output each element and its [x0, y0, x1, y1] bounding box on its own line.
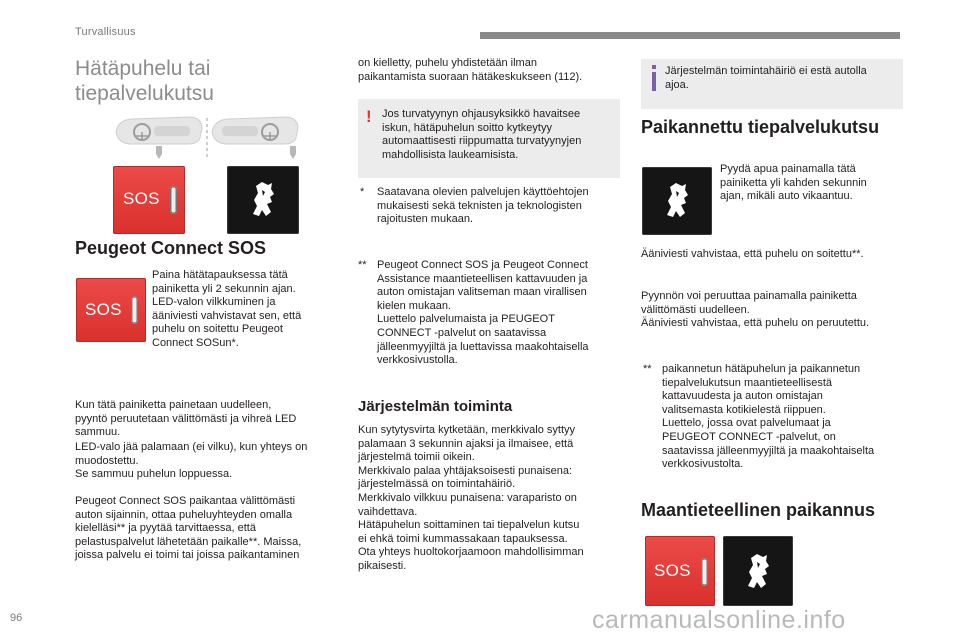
paragraph-cancel: Kun tätä painiketta painetaan uudelleen, pyyntö peruutetaan välittömästi ja vihreä LED sammuu. [75, 399, 297, 439]
sos-label: SOS [85, 300, 122, 319]
sos-button-icon [645, 536, 715, 606]
peugeot-lion-button-icon [227, 166, 299, 234]
info-box [641, 59, 903, 109]
info-icon [651, 65, 657, 91]
led-indicator [170, 186, 177, 214]
page-title [75, 56, 214, 106]
sos-label: SOS [654, 561, 691, 580]
paragraph-location: Peugeot Connect SOS paikantaa välittömästi auton sijainnin, ottaa puheluyhteyden omalla kielelläsi** ja pyytää tarvittaessa, että pelastuspalvelut lähetetään paikalle**. Maissa, joissa palvelu ei toimi tai joissa paikantaminen [75, 495, 302, 562]
peugeot-lion-button-icon [723, 536, 793, 606]
sos-button-instructions: Paina hätätapauksessa tätä painiketta yli 2 sekunnin ajan. LED-valon vilkkuminen ja ääniviesti vahvistavat sen, että puhelu on soitettu Peugeot Connect SOSun*. [152, 269, 302, 349]
paragraph-continued: on kielletty, puhelu yhdistetään ilman paikantamista suoraan hätäkeskukseen (112). [358, 57, 583, 83]
assistance-button-instructions: Pyydä apua painamalla tätä painiketta yli kahden sekunnin ajan, mikäli auto vikaantuu. [720, 163, 867, 203]
led-indicator [131, 296, 138, 324]
footnote-mark: * [360, 186, 365, 198]
page-title-line2: tiepalvelukutsu [75, 82, 214, 105]
footnote-mark: ** [643, 363, 652, 375]
header-bar [480, 32, 900, 39]
sos-button-icon [76, 278, 146, 342]
footnote-mark: ** [358, 259, 367, 271]
warning-icon: ! [366, 107, 372, 126]
paragraph-led: LED-valo jää palamaan (ei vilku), kun yhteys on muodostettu. Se sammuu puhelun loppuessa. [75, 441, 308, 481]
peugeot-lion-button-icon [642, 167, 712, 235]
footnote-located-coverage: paikannetun hätäpuhelun ja paikannetun tiepalvelukutsun maantieteellisestä kattavuudesta ja auton omistajan valitsemasta kotikielestä riippuen. Luettelo, jossa ovat palvelumaat ja PEUGEOT CONNECT -palvelut, on saatavissa jälleenmyyjiltä ja maakohtaiselta verkkosivustolta. [662, 363, 875, 471]
heading-system-operation: Järjestelmän toiminta [358, 398, 513, 415]
sos-button-icon [113, 166, 185, 234]
heading-located-assistance: Paikannettu tiepalvelukutsu [641, 117, 880, 137]
paragraph-voice-confirm: Ääniviesti vahvistaa, että puhelu on soitettu**. [641, 248, 864, 260]
footnote-coverage: Peugeot Connect SOS ja Peugeot Connect Assistance maantieteellisen kattavuuden ja auton omistajan valitseman maan virallisen kielen mukaan. Luettelo palvelumaista ja PEUGEOT CONNECT -palvelut on saatavissa jälleenmyyjiltä ja luettavissa maakohtaisella verkkosivustolla. [377, 259, 589, 367]
paragraph-cancel-request: Pyynnön voi peruuttaa painamalla painiketta välittömästi uudelleen. Ääniviesti vahvistaa, että puhelu on peruutettu. [641, 290, 870, 330]
page-number: 96 [10, 612, 23, 624]
sos-label: SOS [123, 189, 160, 208]
section-label: Turvallisuus [75, 26, 136, 38]
heading-peugeot-connect-sos: Peugeot Connect SOS [75, 238, 267, 258]
heading-geolocation: Maantieteellinen paikannus [641, 500, 876, 520]
system-operation-text: Kun sytytysvirta kytketään, merkkivalo syttyy palamaan 3 sekunnin ajaksi ja ilmaisee, että järjestelmä toimii oikein. Merkkivalo palaa yhtäjaksoisesti punaisena: järjestelmässä on toimintahäiriö. Merkkivalo vilkkuu punaisena: varaparisto on vaihdettava. Hätäpuhelun soittaminen tai tiepalvelun kutsu ei ehkä toimi kummassakaan tapauksessa. Ota yhteys huoltokorjaamoon mahdollisimman pikaisesti. [358, 424, 584, 572]
info-text: Järjestelmän toimintahäiriö ei estä autolla ajoa. [665, 65, 867, 91]
watermark: carmanualsonline.info [592, 606, 846, 634]
mirror-console-icon [112, 114, 302, 160]
warning-text: Jos turvatyynyn ohjausyksikkö havaitsee iskun, hätäpuhelun soitto kytkeytyy automaattisesti riippumatta turvatyynyjen mahdollisista laukeamisista. [382, 108, 582, 161]
footnote-terms: Saatavana olevien palvelujen käyttöehtojen mukaisesti sekä teknisten ja teknologisten rajoitusten mukaan. [377, 186, 589, 226]
warning-box [358, 99, 620, 178]
led-indicator [701, 558, 708, 586]
page-title-line1: Hätäpuhelu tai [75, 57, 211, 80]
